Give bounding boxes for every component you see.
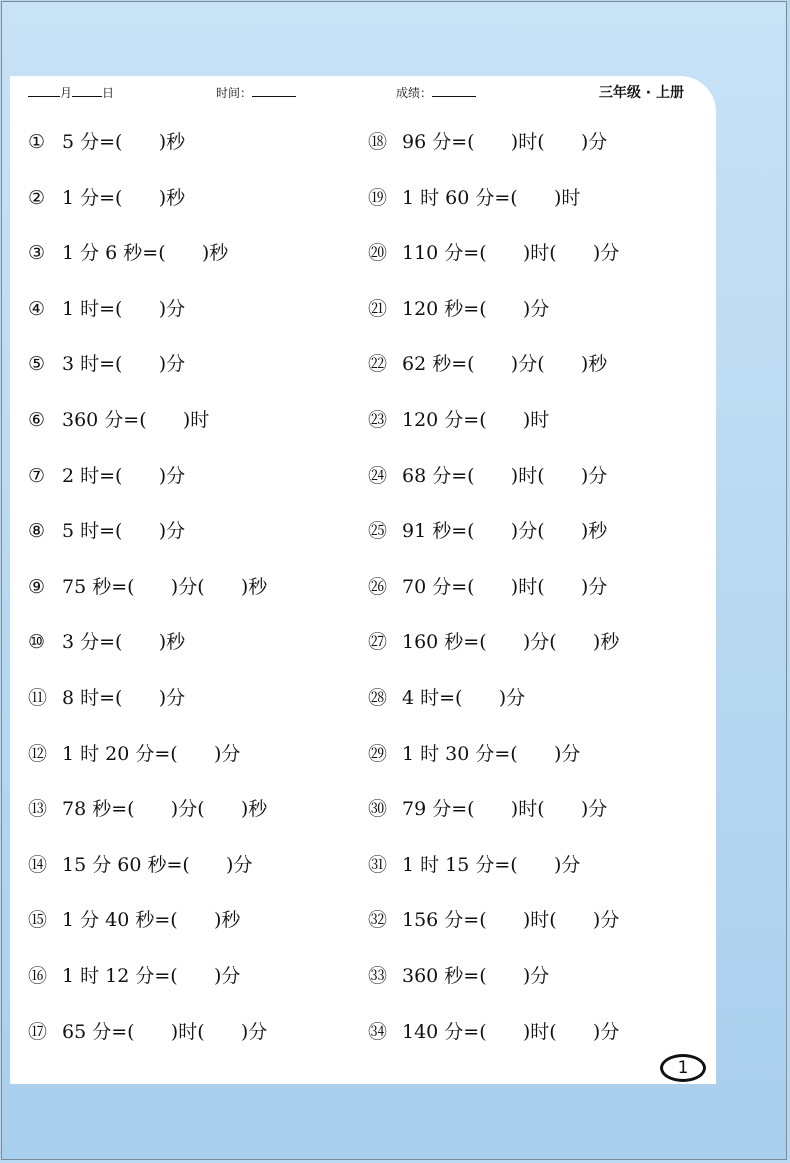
problem-row: [28, 402, 209, 438]
problem-row: [28, 291, 185, 327]
problem-number: ⑮: [28, 909, 48, 932]
time-field: [216, 84, 296, 101]
month-label: 月: [60, 86, 73, 100]
problem-number: ㉙: [368, 742, 388, 765]
problem-number: ⑨: [28, 575, 46, 598]
problem-text: 1 分=( )秒: [62, 186, 186, 209]
problem-number: ④: [28, 297, 46, 320]
problem-text: 62 秒=( )分( )秒: [402, 353, 608, 376]
problem-text: 120 分=( )时: [402, 409, 550, 431]
problem-text: 110 分=( )时( )分: [402, 242, 620, 265]
problem-row: [368, 847, 580, 883]
problem-text: 5 时=( )分: [62, 520, 186, 543]
problem-text: 3 分=( )秒: [62, 631, 186, 654]
problem-text: 1 时 30 分=( )分: [402, 742, 581, 765]
problem-text: 70 分=( )时( )分: [402, 575, 608, 598]
problem-number: ㉞: [368, 1020, 388, 1043]
problem-row: [28, 569, 267, 605]
problem-text: 156 分=( )时( )分: [402, 909, 620, 932]
day-label: 日: [102, 86, 115, 100]
problem-text: 15 分 60 秒=( )分: [62, 853, 253, 876]
problem-row: [28, 235, 228, 271]
problem-text: 68 分=( )时( )分: [402, 464, 608, 487]
problem-number: ⑯: [28, 965, 48, 987]
problem-text: 1 时 15 分=( )分: [402, 853, 581, 876]
problem-text: 4 时=( )分: [402, 687, 526, 709]
problem-text: 8 时=( )分: [62, 687, 186, 709]
problem-number: ⑩: [28, 631, 46, 654]
problem-row: [368, 124, 607, 160]
problem-number: ⑪: [28, 687, 48, 709]
problem-row: [368, 458, 607, 494]
problem-number: ⑭: [28, 853, 48, 876]
problem-row: [28, 346, 185, 382]
problem-number: ⑦: [28, 464, 46, 487]
problem-text: 120 秒=( )分: [402, 297, 550, 320]
problem-number: ㉗: [368, 631, 388, 654]
problem-number: ㉘: [368, 687, 388, 709]
problem-text: 1 时 60 分=( )时: [402, 186, 581, 209]
problem-text: 1 时=( )分: [62, 297, 186, 320]
problem-row: [368, 791, 607, 827]
problem-row: [28, 736, 240, 772]
problem-number: ⑫: [28, 742, 48, 765]
problem-row: [28, 624, 185, 660]
problem-number: ⑲: [368, 186, 388, 209]
problem-row: [368, 624, 619, 660]
problem-row: [368, 180, 580, 216]
problem-number: ㉖: [368, 575, 388, 598]
problem-number: ㉝: [368, 965, 388, 987]
problem-row: [28, 458, 185, 494]
problem-text: 65 分=( )时( )分: [62, 1020, 268, 1043]
problem-number: ③: [28, 242, 46, 265]
page-number-badge: 1: [660, 1054, 706, 1082]
date-field: [28, 84, 114, 101]
problem-number: ㉛: [368, 853, 388, 876]
problem-row: [28, 680, 185, 716]
problem-row: [28, 791, 267, 827]
problem-number: ㉓: [368, 409, 388, 431]
problem-row: [368, 902, 619, 938]
problem-text: 360 秒=( )分: [402, 965, 550, 987]
problem-row: [368, 513, 607, 549]
problem-number: ㉚: [368, 798, 388, 821]
problem-number: ㉑: [368, 297, 388, 320]
problem-number: ⑳: [368, 242, 388, 265]
problem-row: [368, 235, 619, 271]
problem-row: [368, 680, 525, 716]
problem-number: ⑥: [28, 409, 46, 431]
problem-text: 1 分 40 秒=( )秒: [62, 909, 241, 932]
problem-text: 1 时 12 分=( )分: [62, 965, 241, 987]
problem-number: ⑱: [368, 131, 388, 153]
problem-number: ⑬: [28, 798, 48, 821]
problem-text: 160 秒=( )分( )秒: [402, 631, 620, 654]
problem-number: ⑧: [28, 520, 46, 543]
problem-row: [368, 958, 549, 994]
problem-row: [368, 1014, 619, 1050]
problem-text: 1 分 6 秒=( )秒: [62, 242, 229, 265]
problem-number: ⑤: [28, 353, 46, 376]
problem-number: ㉜: [368, 909, 388, 932]
problem-text: 360 分=( )时: [62, 409, 210, 431]
problem-row: [368, 569, 607, 605]
day-blank[interactable]: [72, 84, 102, 97]
problem-text: 5 分=( )秒: [62, 131, 186, 153]
score-label: 成绩：: [396, 86, 433, 100]
score-field: [396, 84, 476, 101]
time-label: 时间：: [216, 86, 253, 100]
problem-row: [368, 402, 549, 438]
problem-row: [368, 346, 607, 382]
problem-row: [28, 124, 185, 160]
problem-number: ㉕: [368, 520, 388, 543]
problem-text: 2 时=( )分: [62, 464, 186, 487]
grade-label: 三年级 · 上册: [598, 85, 684, 101]
worksheet-header: [28, 84, 688, 106]
problem-row: [28, 847, 252, 883]
problem-row: [28, 902, 240, 938]
problem-number: ②: [28, 186, 46, 209]
problem-row: [368, 291, 549, 327]
problem-number: ㉔: [368, 464, 388, 487]
problem-text: 75 秒=( )分( )秒: [62, 575, 268, 598]
problem-text: 1 时 20 分=( )分: [62, 742, 241, 765]
problem-text: 3 时=( )分: [62, 353, 186, 376]
problem-row: [368, 736, 580, 772]
problem-number: ㉒: [368, 353, 388, 376]
score-blank[interactable]: [432, 84, 476, 97]
time-blank[interactable]: [252, 84, 296, 97]
problem-row: [28, 958, 240, 994]
problem-text: 96 分=( )时( )分: [402, 131, 608, 153]
problem-row: [28, 180, 185, 216]
problem-text: 91 秒=( )分( )秒: [402, 520, 608, 543]
problem-row: [28, 1014, 267, 1050]
problem-number: ⑰: [28, 1020, 48, 1043]
problem-number: ①: [28, 131, 46, 153]
problem-text: 140 分=( )时( )分: [402, 1020, 620, 1043]
month-blank[interactable]: [28, 84, 60, 97]
problem-row: [28, 513, 185, 549]
problem-text: 78 秒=( )分( )秒: [62, 798, 268, 821]
problem-text: 79 分=( )时( )分: [402, 798, 608, 821]
